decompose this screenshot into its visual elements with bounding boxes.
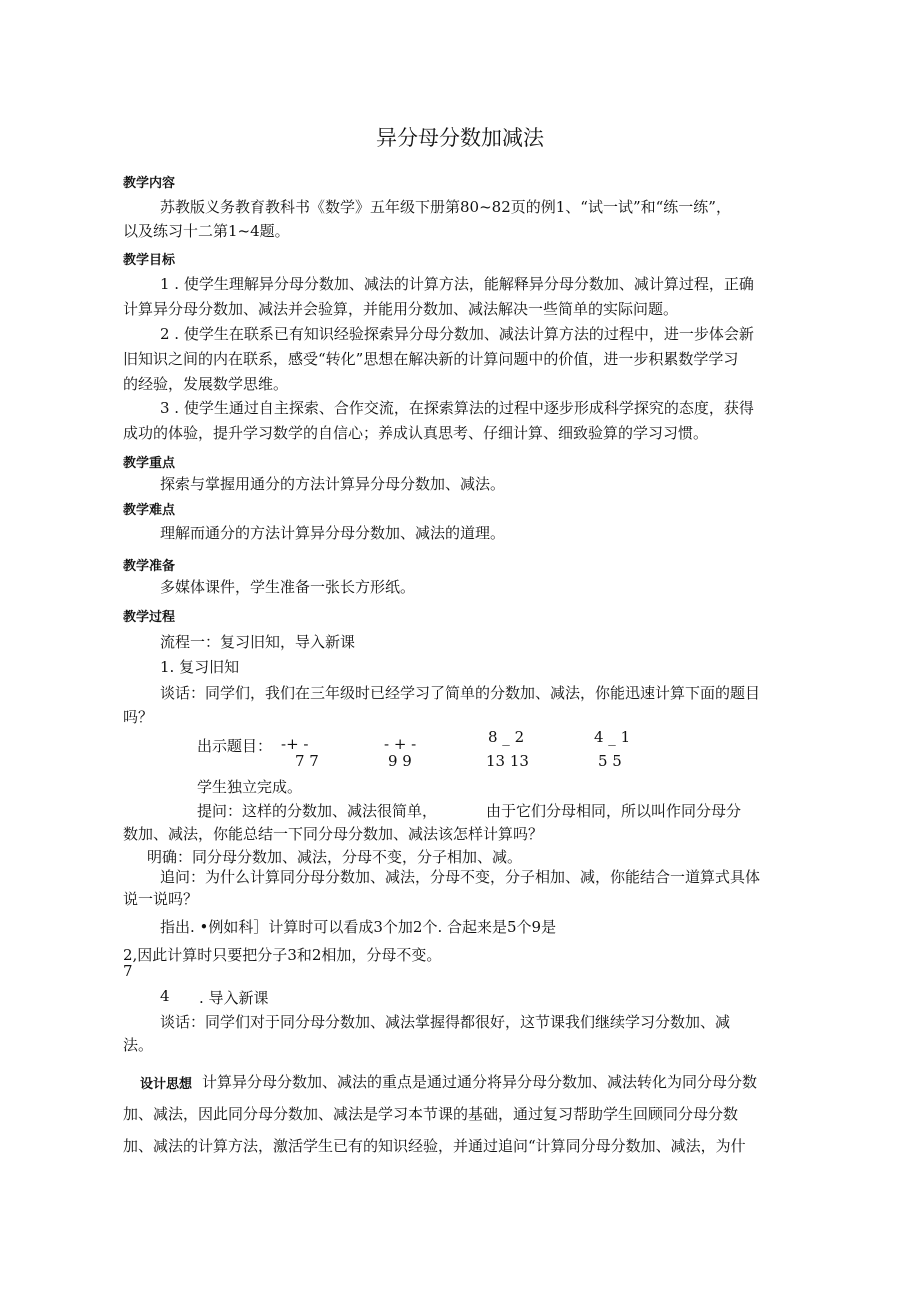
point-line-3: 7 <box>123 962 133 980</box>
goal-1-line-2: 计算异分母分数加、减法并会验算，并能用分数加、减法解决一些简单的实际问题。 <box>123 300 679 318</box>
design-line-1: 计算异分母分数加、减法的重点是通过通分将异分母分数加、减法转化为同分母分数 <box>202 1073 758 1091</box>
step-1: 1. 复习旧知 <box>160 658 240 676</box>
heading-difficult: 教学难点 <box>123 503 176 518</box>
talk-2-line-1: 谈话：同学们对于同分母分数加、减法掌握得都很好，这节课我们继续学习分数加、减 <box>160 1013 731 1031</box>
key-text: 探索与掌握用通分的方法计算异分母分数加、减法。 <box>160 475 506 493</box>
fraction-1-bottom: 7 7 <box>295 752 319 770</box>
heading-prep: 教学准备 <box>123 559 176 574</box>
heading-goals: 教学目标 <box>123 253 176 268</box>
point-line-2: 2,因此计算时只要把分子3和2相加，分母不变。 <box>123 946 442 964</box>
chase-line-2: 说一说吗？ <box>123 890 199 908</box>
show-label: 出示题目： <box>197 737 273 755</box>
talk-1-line-1: 谈话：同学们，我们在三年级时已经学习了简单的分数加、减法，你能迅速计算下面的题目 <box>160 684 761 702</box>
ask-1-part-b: 由于它们分母相同，所以叫作同分母分 <box>486 802 742 820</box>
step-4-number: 4 <box>160 987 170 1005</box>
ask-1-part-a: 提问：这样的分数加、减法很简单， <box>197 802 438 820</box>
clear-text: 明确：同分母分数加、减法，分母不变，分子相加、减。 <box>147 848 523 866</box>
fraction-4-top: 4 _ 1 <box>594 728 631 746</box>
fraction-3-top: 8 _ 2 <box>488 728 525 746</box>
goal-2-line-1: 2 . 使学生在联系已有知识经验探索异分母分数加、减法计算方法的过程中，进一步体会新 <box>160 325 754 343</box>
fraction-2-top: - + - <box>384 735 417 753</box>
fraction-1-top: -+ - <box>281 735 309 753</box>
fraction-3-bottom: 13 13 <box>486 752 529 770</box>
talk-2-line-2: 法。 <box>123 1036 154 1054</box>
talk-1-line-2: 吗？ <box>123 708 154 726</box>
page-title: 异分母分数加减法 <box>376 126 544 150</box>
goal-3-line-1: 3 . 使学生通过自主探索、合作交流，在探索算法的过程中逐步形成科学探究的态度，获得 <box>160 399 754 417</box>
flow-1: 流程一：复习旧知，导入新课 <box>160 633 356 651</box>
independent-text: 学生独立完成。 <box>197 778 303 796</box>
heading-content: 教学内容 <box>123 176 176 191</box>
goal-1-line-1: 1 . 使学生理解异分母分数加、减法的计算方法，能解释异分母分数加、减计算过程，正确 <box>160 275 754 293</box>
heading-process: 教学过程 <box>123 610 176 625</box>
heading-design: 设计思想 <box>140 1077 193 1092</box>
fraction-2-bottom: 9 9 <box>388 752 412 770</box>
content-line-2: 以及练习十二第1~4题。 <box>123 222 290 240</box>
design-line-3: 加、减法的计算方法，激活学生已有的知识经验，并通过追问“计算同分母分数加、减法，为什 <box>123 1137 746 1155</box>
ask-1-line-2: 数加、减法，你能总结一下同分母分数加、减法该怎样计算吗？ <box>123 825 544 843</box>
step-4-text: . 导入新课 <box>199 989 269 1007</box>
design-line-2: 加、减法，因此同分母分数加、减法是学习本节课的基础，通过复习帮助学生回顾同分母分数 <box>123 1105 739 1123</box>
goal-2-line-2: 旧知识之间的内在联系，感受“转化”思想在解决新的计算问题中的价值，进一步积累数学学习 <box>123 350 739 368</box>
content-line-1: 苏教版义务教育教科书《数学》五年级下册第80~82页的例1、“试一试”和“练一练”， <box>160 198 731 216</box>
difficult-text: 理解而通分的方法计算异分母分数加、减法的道理。 <box>160 524 506 542</box>
heading-key: 教学重点 <box>123 456 176 471</box>
point-line-1: 指出. •例如科］计算时可以看成3个加2个. 合起来是5个9是 <box>160 918 557 936</box>
goal-3-line-2: 成功的体验，提升学习数学的自信心；养成认真思考、仔细计算、细致验算的学习习惯。 <box>123 424 709 442</box>
chase-line-1: 追问：为什么计算同分母分数加、减法，分母不变，分子相加、减，你能结合一道算式具体 <box>160 868 761 886</box>
goal-2-line-3: 的经验，发展数学思维。 <box>123 375 289 393</box>
fraction-4-bottom: 5 5 <box>598 752 622 770</box>
prep-text: 多媒体课件，学生准备一张长方形纸。 <box>160 578 416 596</box>
